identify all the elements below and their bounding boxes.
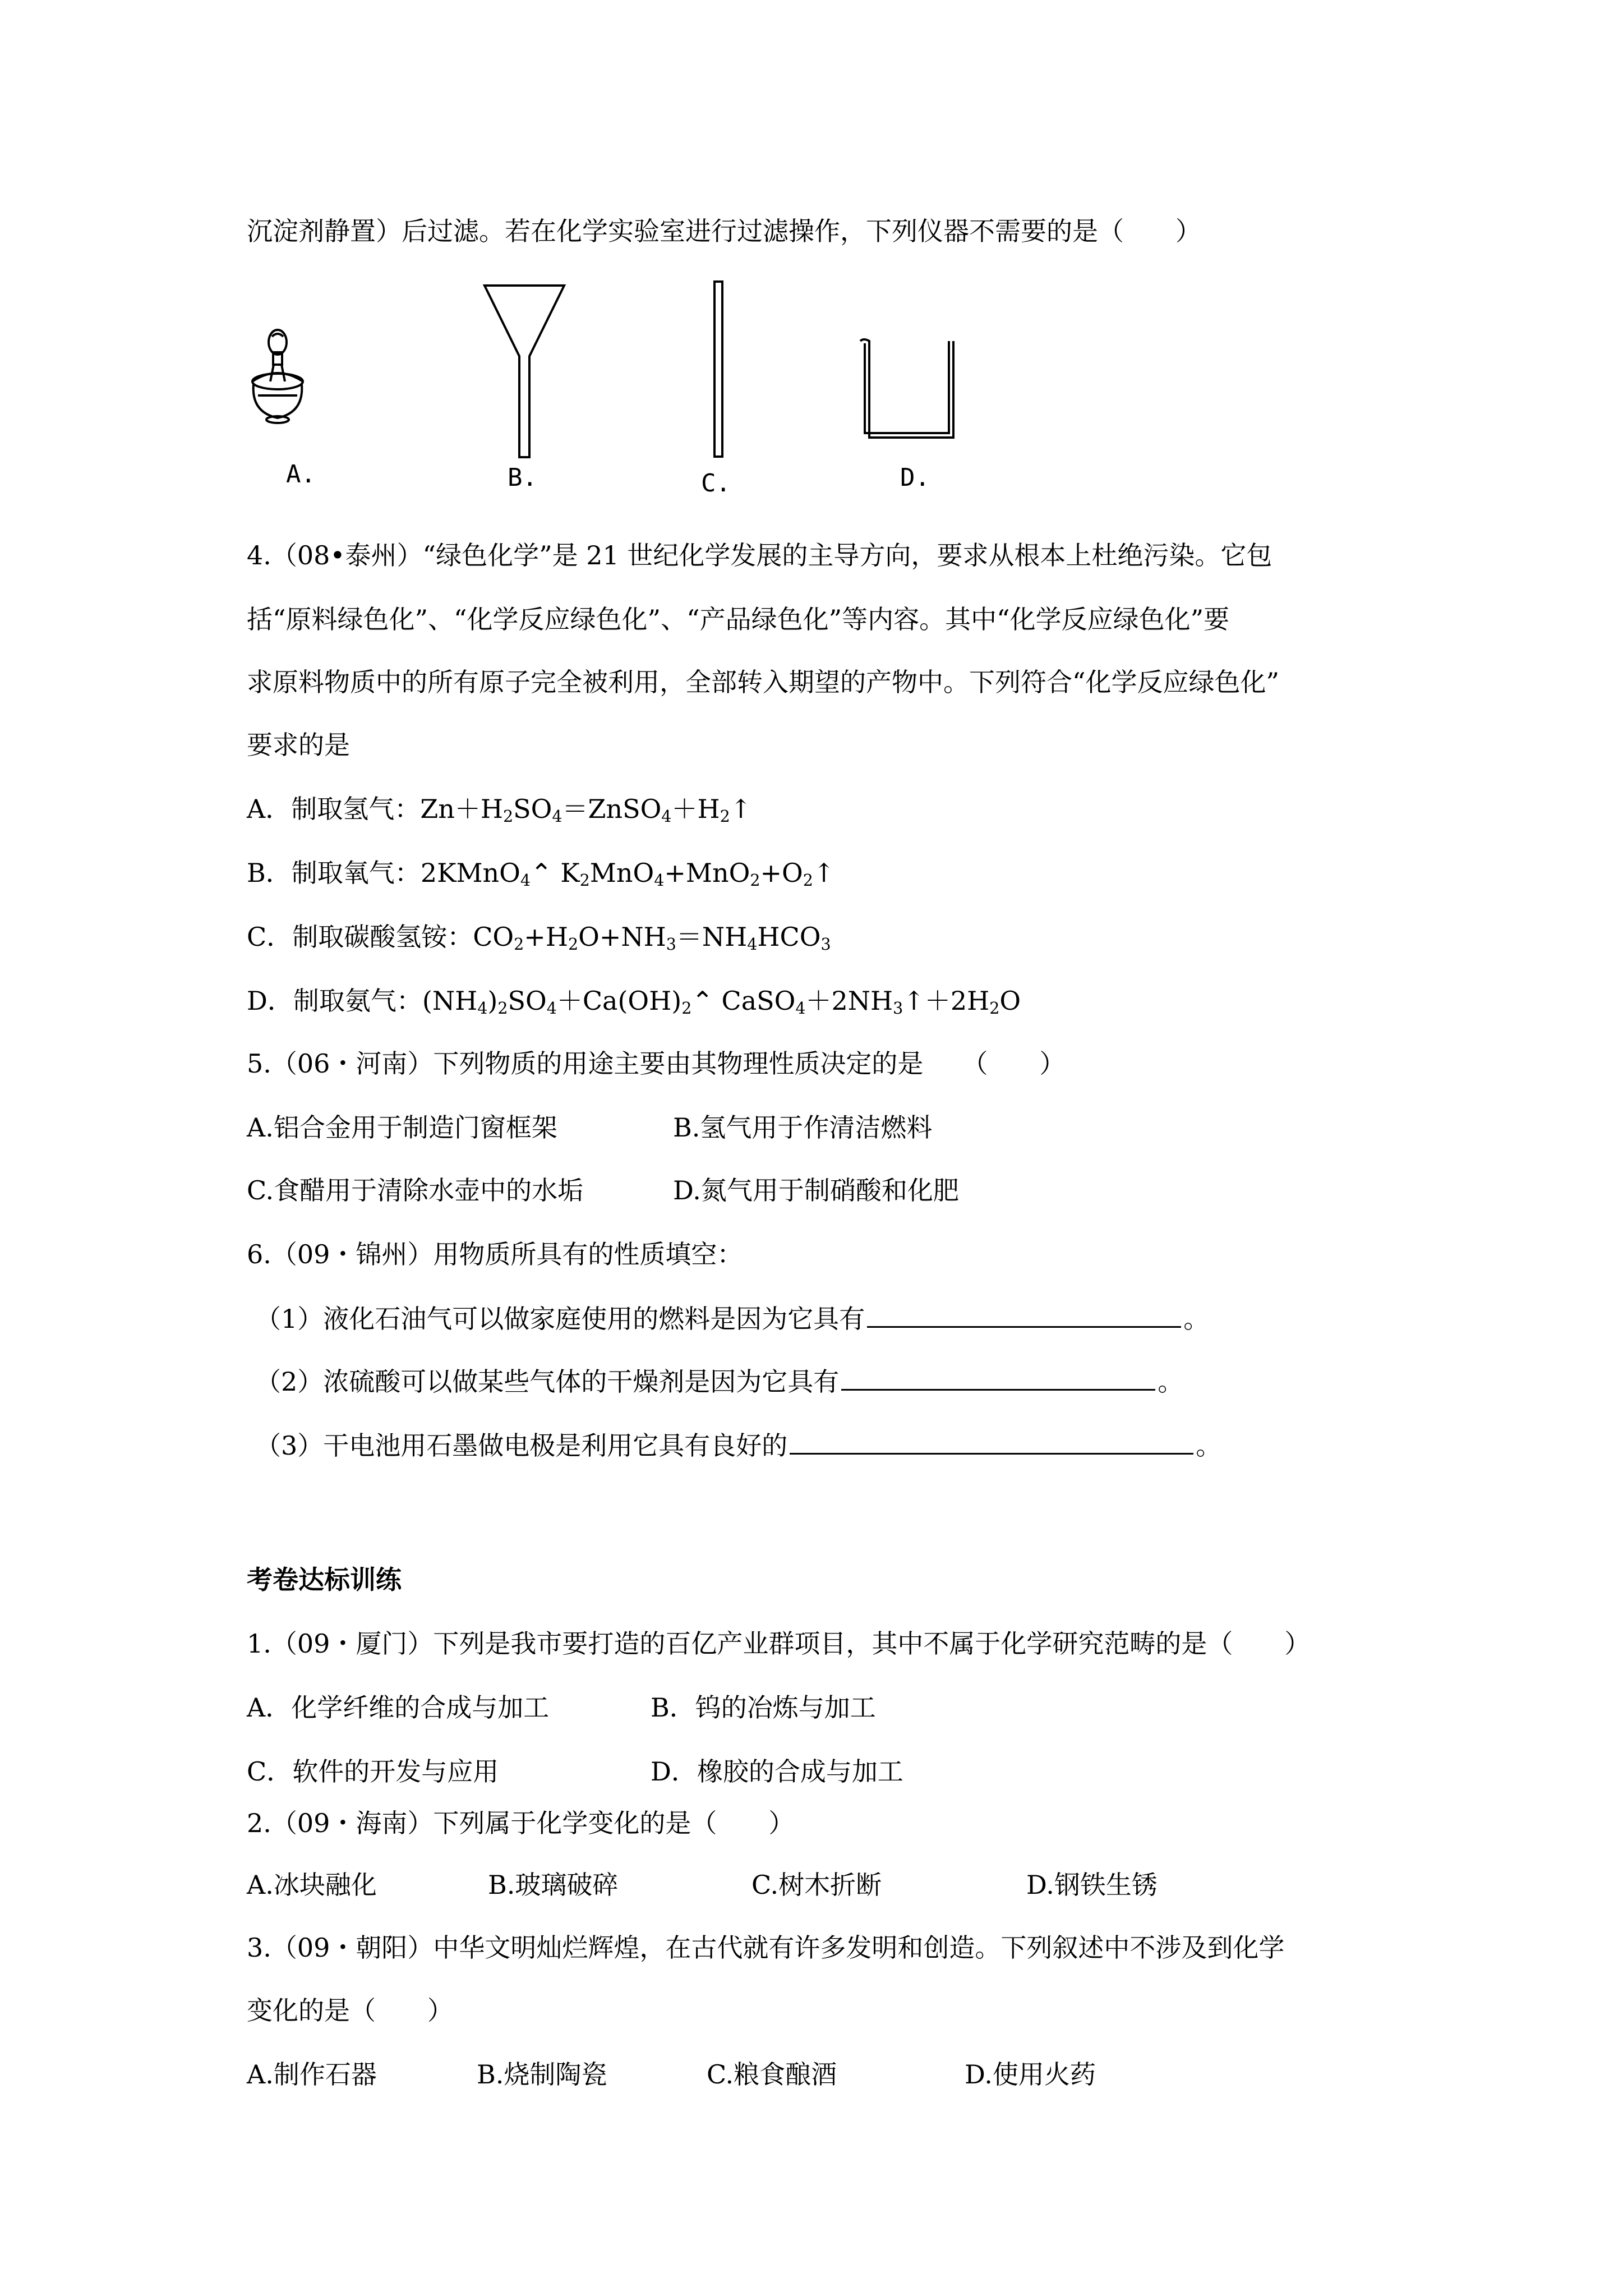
q5-option-d: D.氮气用于制硝酸和化肥	[673, 1175, 959, 1205]
q6-stem: 6.（09・锦州）用物质所具有的性质填空：	[247, 1239, 743, 1269]
t3-options	[247, 2058, 1096, 2091]
q4-option-a: A．制取氢气：$Zn+H_2SO_4=ZnSO_4+H_2↑$	[247, 794, 752, 826]
funnel-icon	[482, 283, 566, 463]
t1-option-d: D．橡胶的合成与加工	[651, 1756, 903, 1787]
q6-sub2: （2）浓硫酸可以做某些气体的干燥剂是因为它具有 。	[255, 1364, 1183, 1398]
glass-rod-icon	[712, 280, 726, 460]
q6-sub3: （3）干电池用石墨做电极是利用它具有良好的 。	[255, 1428, 1221, 1462]
alcohol-lamp-icon	[247, 320, 308, 432]
beaker-icon	[858, 337, 959, 443]
t2-stem: 2.（09・海南）下列属于化学变化的是（ ）	[247, 1808, 795, 1838]
t3-stem-line2: 变化的是（ ）	[247, 1995, 453, 2026]
figure-label-d: D.	[900, 463, 930, 492]
t1-option-b: B．钨的冶炼与加工	[651, 1692, 876, 1723]
answer-blank-3[interactable]	[790, 1428, 1193, 1455]
figure-label-a: A.	[286, 460, 316, 489]
q6-sub1: （1）液化石油气可以做家庭使用的燃料是因为它具有 。	[255, 1301, 1209, 1336]
t1-stem: 1.（09・厦门）下列是我市要打造的百亿产业群项目，其中不属于化学研究范畴的是（ ）	[247, 1628, 1311, 1659]
q5-option-a: A.铝合金用于制造门窗框架	[247, 1112, 557, 1143]
q5-stem: 5.（06・河南）下列物质的用途主要由其物理性质决定的是 （ ）	[247, 1048, 1066, 1079]
t2-options	[247, 1868, 1158, 1902]
t2-option-a: A.冰块融化	[247, 1870, 377, 1900]
figure-label-b: B.	[508, 463, 537, 492]
q5-options-row2	[247, 1174, 959, 1207]
t3-stem-line1: 3.（09・朝阳）中华文明灿烂辉煌，在古代就有许多发明和创造。下列叙述中不涉及到化学	[247, 1932, 1285, 1963]
q4-stem-line3: 求原料物质中的所有原子完全被利用，全部转入期望的产物中。下列符合“化学反应绿色化”	[247, 667, 1280, 697]
t3-option-b: B.烧制陶瓷	[477, 2059, 607, 2090]
q4-option-b: B．制取氧气：2KMnO$_4$⌃ $K_2MnO_4+MnO_2+O_2↑$	[247, 858, 835, 890]
t2-option-c: C.树木折断	[751, 1870, 882, 1900]
t2-option-b: B.玻璃破碎	[488, 1870, 619, 1900]
t1-options-row2	[247, 1755, 903, 1788]
t3-option-a: A.制作石器	[247, 2059, 377, 2090]
q4-stem-line2: 括“原料绿色化”、“化学反应绿色化”、“产品绿色化”等内容。其中“化学反应绿色化”要	[247, 604, 1230, 634]
q4-option-d: D．制取氨气：$(NH_4)_2SO_4+Ca(OH)_2⌃$ $CaSO_4+2NH_3↑+2H_2O$	[247, 986, 1021, 1018]
q4-stem-line1: 4.（08•泰州）“绿色化学”是 21 世纪化学发展的主导方向，要求从根本上杜绝污染。它包	[247, 540, 1272, 570]
figure-label-c: C.	[701, 469, 731, 498]
q3-stem-tail: 沉淀剂静置）后过滤。若在化学实验室进行过滤操作，下列仪器不需要的是（ ）	[247, 216, 1201, 246]
q5-options-row1	[247, 1111, 932, 1144]
q4-option-c: C．制取碳酸氢铵：$CO_2+H_2O+NH_3=NH_4HCO_3$	[247, 922, 831, 954]
q5-option-b: B.氢气用于作清洁燃料	[673, 1112, 933, 1143]
t3-option-d: D.使用火药	[965, 2059, 1096, 2090]
t1-options-row1	[247, 1691, 876, 1724]
t1-option-c: C．软件的开发与应用	[247, 1756, 499, 1787]
q5-option-c: C.食醋用于清除水壶中的水垢	[247, 1175, 584, 1205]
t3-option-c: C.粮食酿酒	[707, 2059, 837, 2090]
answer-blank-1[interactable]	[867, 1301, 1181, 1328]
section-title: 考卷达标训练	[247, 1565, 402, 1595]
t1-option-a: A．化学纤维的合成与加工	[247, 1692, 550, 1723]
t2-option-d: D.钢铁生锈	[1026, 1870, 1158, 1900]
answer-blank-2[interactable]	[841, 1364, 1155, 1391]
q4-stem-line4: 要求的是	[247, 730, 350, 760]
